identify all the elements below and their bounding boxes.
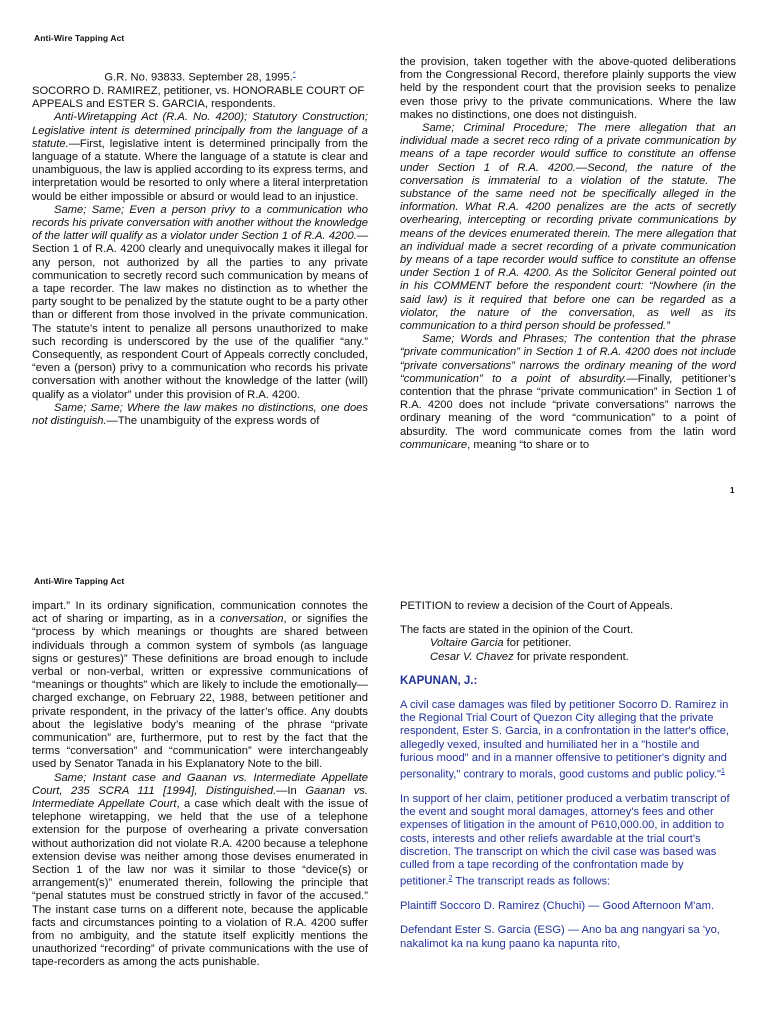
syllabus-paragraph-6: Same; Instant case and Gaanan vs. Intermediate Appellate Court, 235 SCRA 111 [1994], Distinguished.—In Gaanan vs. Intermediate Appellate Court, a case which dealt with the issue of telephone wiretapping, we held that the use of a telephone extension for the purpose of overhearing a private conversation without authorization did not violate R.A. 4200 because a telephone extension devise was neither among those devises enumerated in Section 1 of the law nor was it similar to those “device(s) or arrangement(s)” enumerated therein, following the principle that “penal statutes must be construed strictly in favor of the accused.” The instant case turns on a different note, because the applicable facts and circumstances pointing to a violation of R.A. 4200 suffer from no ambiguity, and the statute itself explicitly mentions the unauthorized “recording” of private communications with the use of tape-recorders as among the acts punishable.	[32, 771, 369, 969]
footnote-link[interactable]: 2	[448, 875, 453, 883]
case-number: G.R. No. 93833. September 28, 1995.*	[104, 71, 296, 84]
ponente: KAPUNAN, J.:	[400, 674, 478, 687]
counsel-petitioner: Voltaire Garcia for petitioner.	[430, 637, 572, 650]
transcript-line-2: Defendant Ester S. Garcia (ESG) — Ano ba ang nangyari sa 'yo, nakalimot ka na kung paano ka napunta rito,	[400, 924, 720, 950]
page-number: 1	[730, 486, 735, 495]
facts-line: The facts are stated in the opinion of the Court.	[400, 624, 634, 637]
page2-right-column	[400, 600, 736, 951]
syllabus-paragraph-2: Same; Same; Even a person privy to a communication who records his private conversation with another without the knowledge of the latter will qualify as a violator under Section 1 of R.A. 4200.—Section 1 of R.A. 4200 clearly and unequivocally makes it illegal for any person, not authorized by all the parties to any private communication to secretly record such communication by means of a tape recorder. The law makes no distinction as to whether the party sought to be penalized by the statute ought to be a party other than or different from those involved in the private communication. The statute’s intent to penalize all persons unauthorized to make such recording is underscored by the use of the qualifier “any.” Consequently, as respondent Court of Appeals correctly concluded, “even a (person) privy to a communication who records his private conversation with another without the knowledge of the latter (will) qualify as a violator” under this provision of R.A. 4200.	[32, 203, 368, 401]
page2-left-column	[32, 600, 368, 970]
counsel-respondent: Cesar V. Chavez for private respondent.	[430, 650, 629, 663]
running-head: Anti-Wire Tapping Act	[34, 33, 125, 43]
page1-right-column	[400, 56, 736, 452]
syllabus-paragraph-4: Same; Criminal Procedure; The mere allegation that an individual made a secret reco rding of a private communication by means of a tape recorder would suffice to constitute an offense under Section 1 of R.A. 4200.—Second, the nature of the conversation is immaterial to a violation of the statute. The substance of the same need not be specifically alleged in the information. What R.A. 4200 penalizes are the acts of secretly overhearing, intercepting or recording private communications by means of the devices enumerated therein. The mere allegation that an individual made a secret recording of a private communication by means of a tape recorder would suffice to constitute an offense under Section 1 of R.A. 4200. As the Solicitor General pointed out in his COMMENT before the respondent court: “Nowhere (in the said law) is it required that before one can be regarded as a violator, the nature of the conversation, as well as its communication to a third person should be professed.”	[400, 122, 736, 333]
page1-left-column	[32, 68, 368, 428]
petition-line: PETITION to review a decision of the Court of Appeals.	[400, 600, 673, 612]
syllabus-continuation: the provision, taken together with the above-quoted deliberations from the Congressional Record, therefore plainly supports the view held by the respondent court that the provision seeks to penalize even those privy to the private communications. Where the law makes no distinctions, one does not distinguish.	[400, 56, 736, 121]
syllabus-paragraph-5: Same; Words and Phrases; The contention that the phrase “private communication” in Section 1 of R.A. 4200 does not include “private conversations” narrows the ordinary meaning of the word “communication” to a point of absurdity.—Finally, petitioner’s contention that the phrase “private communication” in Section 1 of R.A. 4200 does not include “private conversations” narrows the ordinary meaning of the word “communication” to a point of absurdity. The word communicate comes from the latin word communicare, meaning “to share or to	[400, 333, 737, 451]
syllabus-paragraph-3: Same; Same; Where the law makes no distinctions, one does not distinguish.—The unambiguity of the express words of	[32, 401, 368, 428]
syllabus-paragraph-1: Anti-Wiretapping Act (R.A. No. 4200); Statutory Construction; Legislative intent is determined principally from the language of a statute.—First, legislative intent is determined principally from the language of a statute. Where the language of a statute is clear and unambiguous, the law is applied according to its express terms, and interpretation would be resorted to only where a literal interpretation would be either impossible or absurd or would lead to an injustice.	[32, 111, 368, 203]
syllabus-continuation-2: impart.” In its ordinary signification, communication connotes the act of sharing or imparting, as in a conversation, or signifies the “process by which meanings or thoughts are shared between individuals through a common system of symbols (as language signs or gestures)” These definitions are broad enough to include verbal or non-verbal, written or expressive communications of “meanings or thoughts” which are likely to include the emotionally—charged exchange, on February 22, 1988, between petitioner and private respondent, in the privacy of the latter’s office. Any doubts about the legislative body’s meaning of the phrase “private communication” are, furthermore, put to rest by the fact that the terms “conversation” and “communication” were interchangeably used by Senator Tanada in his Explanatory Note to the bill.	[32, 600, 368, 771]
footnote-link[interactable]: *	[292, 71, 296, 78]
transcript-line-1: Plaintiff Soccoro D. Ramirez (Chuchi) — Good Afternoon M'am.	[400, 900, 715, 913]
footnote-link[interactable]: 1	[720, 768, 725, 776]
decision-paragraph-2: In support of her claim, petitioner produced a verbatim transcript of the event and sought moral damages, attorney's fees and other expenses of litigation in the amount of P610,000.00, in addition to costs, interests and other reliefs awardable at the trial court's discretion. The transcript on which the civil case was based was culled from a tape recording of the confrontation made by petitioner.$^2$ The transcript reads as follows:	[400, 792, 730, 888]
decision-paragraph-1: A civil case damages was filed by petitioner Socorro D. Ramirez in the Regional Trial Court of Quezon City alleging that the private respondent, Ester S. Garcia, in a confrontation in the latter's office, allegedly vexed, insulted and humiliated her in a "hostile and furious mood" and in a manner offensive to petitioner's dignity and personality," contrary to morals, good customs and public policy."$^1$	[400, 699, 730, 781]
running-head: Anti-Wire Tapping Act	[34, 576, 125, 586]
case-parties: SOCORRO D. RAMIREZ, petitioner, vs. HONORABLE COURT OF APPEALS and ESTER S. GARCIA, respondents.	[32, 84, 365, 111]
